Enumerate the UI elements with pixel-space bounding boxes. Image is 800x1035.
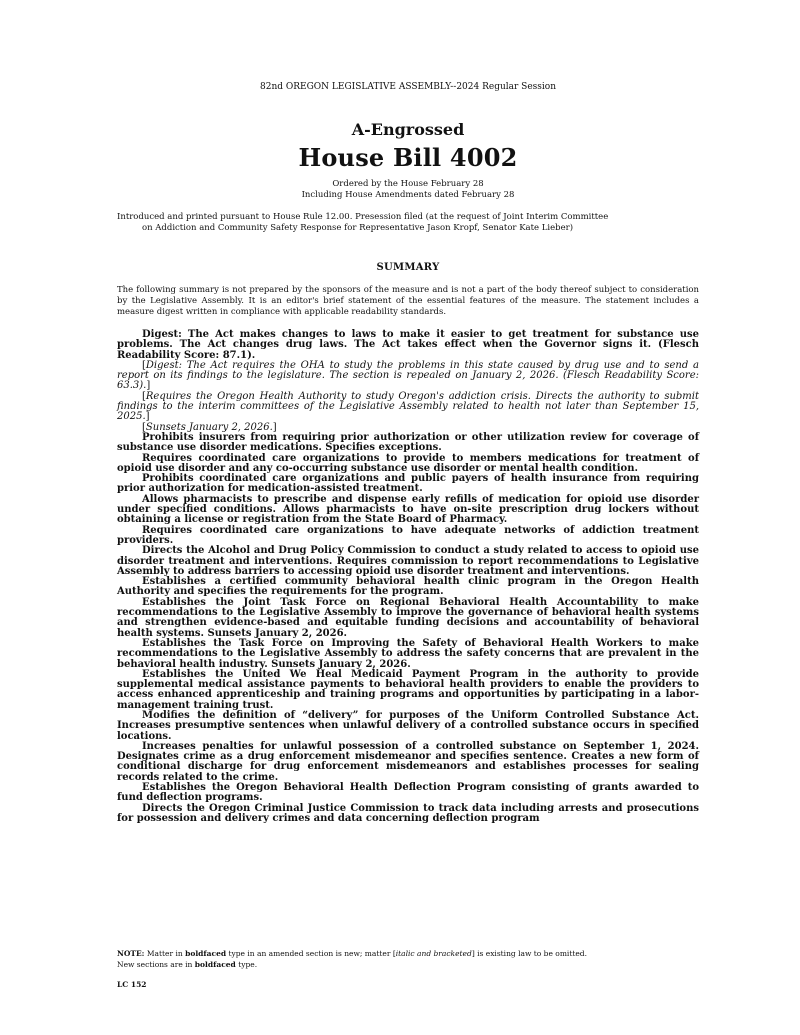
ordered-line: Ordered by the House February 28 (332, 179, 484, 189)
provision: Establishes a certified community behavioral health clinic program in the Oregon Health Authority and specifies the requirements for the program. (117, 576, 699, 598)
note-label: NOTE: (117, 949, 145, 958)
provision: Establishes the Joint Task Force on Regional Behavioral Health Accountability to make recommendations to the Legislative Assembly to improve the governance of behavioral health systems and strengthen evidence-based and equitable funding decisions and accountability of behavioral health systems. Sunsets January 2, 2026. (117, 596, 699, 639)
measure-digest (117, 330, 699, 824)
provision: Requires coordinated care organizations to provide to members medications for treatment of opioid use disorder and any co-occurring substance use disorder or mental health condition. (117, 452, 699, 474)
provision: Modifies the definition of “delivery” for purposes of the Uniform Controlled Substance Act. Increases presumptive sentences when unlawful delivery of a controlled substance occurs in specified locations. (117, 709, 699, 742)
amendments-line: Including House Amendments dated February 28 (301, 190, 515, 200)
digest-removed: [Requires the Oregon Health Authority to study Oregon's addiction crisis. Directs the authority to submit findings to the interim committees of the Legislative Assembly related to health not later than September 15, 2025.] (117, 390, 699, 423)
introduction-statement (117, 212, 699, 234)
note-text: Matter in (146, 949, 183, 958)
provision: Allows pharmacists to prescribe and dispense early refills of medication for opioid use disorder under specified conditions. Allows pharmacists to have on-site prescription drug lockers without obtaining a license or registration from the State Board of Pharmacy. (117, 493, 699, 526)
summary-disclaimer: The following summary is not prepared by the sponsors of the measure and is not a part of the body thereof subject to consideration by the Legislative Assembly. It is an editor's brief statement of the essential features of the measure. The statement includes a measure digest written in compliance with applicable readability standards. (117, 285, 699, 317)
note-italic: italic and bracketed (395, 949, 472, 958)
footnote-line-2 (117, 959, 699, 970)
intro-line-2: on Addiction and Community Safety Response for Representative Jason Kropf, Senator Kate Lieber) (142, 223, 574, 233)
note-text: type. (238, 960, 258, 969)
note-text: ] is existing law to be omitted. (471, 949, 587, 958)
digest-removed-text: Requires the Oregon Health Authority to study Oregon's addiction crisis. Directs the authority to submit findings to the interim committees of the Legislative Assembly related to health not later than September 15, 2025. (117, 390, 699, 423)
digest-removed-text: Sunsets January 2, 2026. (145, 421, 273, 433)
note-boldfaced: boldfaced (194, 960, 236, 969)
provision: Requires coordinated care organizations to have adequate networks of addiction treatment providers. (117, 524, 699, 546)
provision: Directs the Oregon Criminal Justice Commission to track data including arrests and prosecutions for possession and delivery crimes and data concerning deflection program (117, 802, 699, 824)
session-header: 82nd OREGON LEGISLATIVE ASSEMBLY--2024 Regular Session (260, 82, 556, 92)
provision: Establishes the Oregon Behavioral Health Deflection Program consisting of grants awarded to fund deflection programs. (117, 782, 699, 804)
digest-removed-text: Digest: The Act requires the OHA to study the problems in this state caused by drug use and to send a report on its findings to the legislature. The section is repealed on January 2, 2026. (Flesch Readability Score: 63.3). (117, 359, 699, 392)
note-boldfaced: boldfaced (185, 949, 227, 958)
provision: Establishes the Task Force on Improving the Safety of Behavioral Health Workers to make recommendations to the Legislative Assembly to address the safety concerns that are prevalent in the behavioral health industry. Sunsets January 2, 2026. (117, 637, 699, 670)
provision: Prohibits coordinated care organizations and public payers of health insurance from requiring prior authorization for medication-assisted treatment. (117, 473, 699, 495)
provision: Directs the Alcohol and Drug Policy Commission to conduct a study related to access to opioid use disorder treatment and interventions. Requires commission to report recommendations to Legislative Assembly to address barriers to accessing opioid use disorder treatment and interventions. (117, 545, 699, 577)
note-text: type in an amended section is new; matter [ (228, 949, 396, 958)
footnote (117, 948, 699, 970)
summary-heading: SUMMARY (376, 262, 440, 273)
digest-current: Digest: The Act makes changes to laws to make it easier to get treatment for substance use problems. The Act changes drug laws. The Act takes effect when the Governor signs it. (Flesch Readability Score: 87.1). (117, 329, 699, 361)
digest-removed: [Sunsets January 2, 2026.] (142, 421, 277, 433)
digest-removed: [Digest: The Act requires the OHA to study the problems in this state caused by drug use and to send a report on its findings to the legislature. The section is repealed on January 2, 2026. (Flesch Readability Score: 63.3).] (117, 359, 699, 392)
note-text: New sections are in (117, 960, 193, 969)
footnote-line-1 (117, 948, 699, 959)
intro-line-1: Introduced and printed pursuant to House Rule 12.00. Presession filed (at the request of Joint Interim Committee (117, 212, 609, 222)
provision: Prohibits insurers from requiring prior authorization or other utilization review for coverage of substance use disorder medications. Specifies exceptions. (117, 431, 699, 454)
lc-number: LC 152 (117, 980, 147, 989)
bill-title: House Bill 4002 (298, 143, 518, 172)
provision: Establishes the United We Heal Medicaid Payment Program in the authority to provide supplemental medical assistance payments to behavioral health providers to enable the providers to access enhanced apprenticeship and training programs and opportunities by participating in a labor-management training trust. (117, 668, 699, 711)
engrossed-label: A-Engrossed (351, 120, 465, 139)
provision: Increases penalties for unlawful possession of a controlled substance on September 1, 2024. Designates crime as a drug enforcement misdemeanor and specifies sentence. Creates a new form of conditional discharge for drug enforcement misdemeanors and establishes processes for sealing records related to the crime. (117, 740, 699, 783)
ordered-block (117, 179, 699, 201)
